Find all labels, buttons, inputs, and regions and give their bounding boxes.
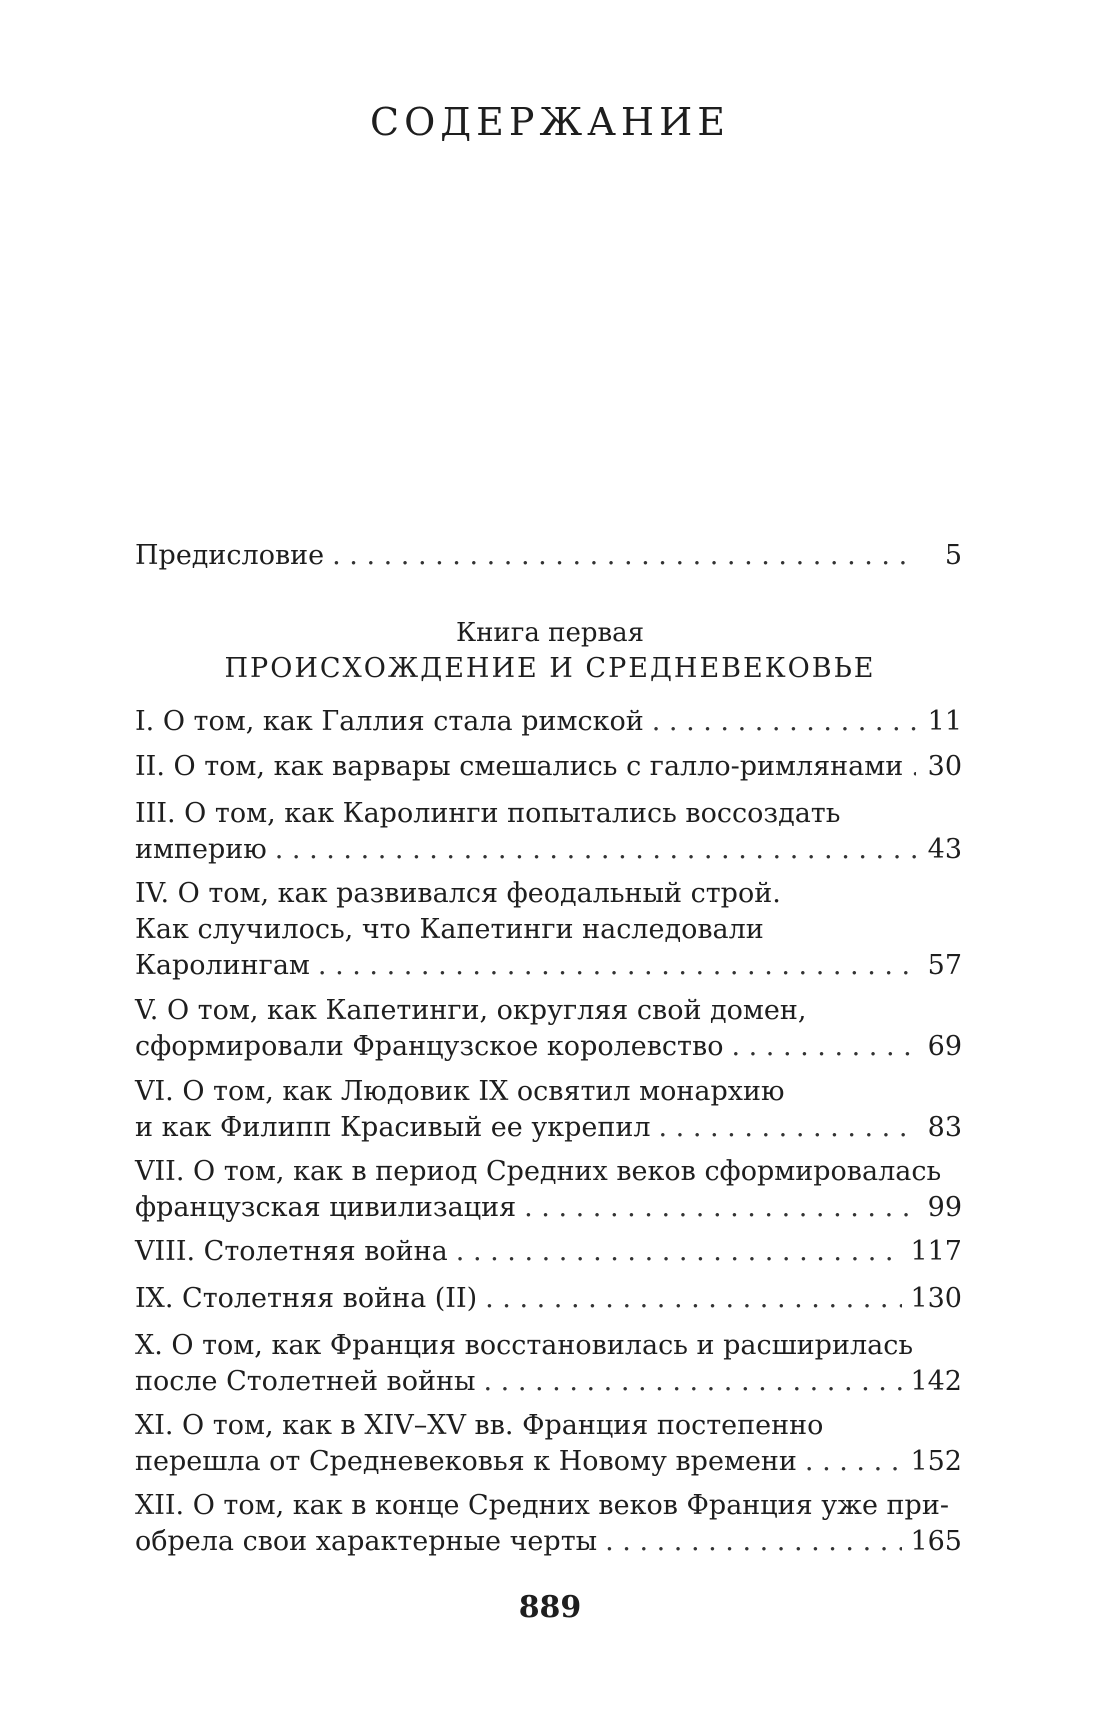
toc-entry-label: VI. О том, как Людовик IX освятил монархию [135, 1076, 785, 1107]
toc-entry-label: III. О том, как Каролинги попытались воссоздать [135, 798, 841, 829]
toc-entry-label: Каролингам [135, 950, 310, 981]
toc-entry-label: XI. О том, как в XIV–XV вв. Франция постепенно [135, 1410, 824, 1441]
toc-entry-label: империю [135, 834, 267, 865]
toc-entry[interactable] [135, 1154, 962, 1226]
toc-page-number: 11 [927, 706, 962, 737]
toc-entry-label: XII. О том, как в конце Средних веков Франция уже при- [135, 1490, 949, 1521]
toc-entry[interactable] [135, 993, 962, 1065]
toc-entry[interactable] [135, 1234, 962, 1270]
toc-dot-leader [911, 749, 916, 785]
book-label: Книга первая [455, 618, 645, 648]
toc-dot-leader [652, 704, 916, 740]
toc-dot-leader [605, 1524, 902, 1560]
toc-entry-label: IV. О том, как развивался феодальный строй. [135, 878, 781, 909]
toc-entry-label: VII. О том, как в период Средних веков сформировалась [135, 1156, 942, 1187]
toc-dot-leader [731, 1029, 916, 1065]
toc-entry[interactable] [135, 1281, 962, 1317]
toc-page-number: 142 [910, 1366, 962, 1397]
toc-entry-label: V. О том, как Капетинги, округляя свой домен, [135, 995, 807, 1026]
toc-entry-label: перешла от Средневековья к Новому времени [135, 1446, 797, 1477]
toc-dot-leader [318, 948, 916, 984]
toc-entry-label: Как случилось, что Капетинги наследовали [135, 914, 764, 945]
toc-entry[interactable] [135, 876, 962, 984]
toc-entry-label: VIII. Столетняя война [135, 1236, 448, 1267]
toc-page-number: 165 [910, 1526, 962, 1557]
toc-entry[interactable] [135, 1408, 962, 1480]
toc-entry-label: после Столетней войны [135, 1366, 476, 1397]
toc-entry[interactable] [135, 796, 962, 868]
toc-entry-label: X. О том, как Франция восстановилась и расширилась [135, 1330, 914, 1361]
toc-entry-label: французская цивилизация [135, 1192, 517, 1223]
toc-page-number: 83 [927, 1112, 962, 1143]
toc-entry[interactable] [135, 1488, 962, 1560]
toc-entry-label: обрела свои характерные черты [135, 1526, 598, 1557]
toc-dot-leader [659, 1110, 916, 1146]
toc-page-number: 57 [927, 950, 962, 981]
toc-page-number: 99 [927, 1192, 962, 1223]
toc-dot-leader [484, 1364, 903, 1400]
toc-page-number: 5 [944, 540, 962, 571]
toc-page-number: 30 [927, 751, 962, 782]
toc-page-number: 152 [910, 1446, 962, 1477]
page-number: 889 [518, 1590, 582, 1625]
toc-entry-preface[interactable] [135, 538, 962, 574]
toc-page-number: 130 [910, 1283, 962, 1314]
toc-entry[interactable] [135, 749, 962, 785]
toc-entry[interactable] [135, 1328, 962, 1400]
toc-dot-leader [485, 1281, 902, 1317]
toc-page-number: 43 [927, 834, 962, 865]
book-title: ПРОИСХОЖДЕНИЕ И СРЕДНЕВЕКОВЬЕ [224, 653, 876, 684]
toc-entry-label: и как Филипп Красивый ее укрепил [135, 1112, 651, 1143]
toc-entry-label: сформировали Французское королевство [135, 1031, 724, 1062]
toc-dot-leader [805, 1444, 903, 1480]
toc-dot-leader [332, 538, 916, 574]
toc-entry-label: II. О том, как варвары смешались с галло-римлянами [135, 751, 904, 782]
toc-entry-label: Предисловие [135, 540, 325, 571]
page-title: СОДЕРЖАНИЕ [370, 100, 730, 144]
toc-entry[interactable] [135, 704, 962, 740]
toc-entry-label: IX. Столетняя война (II) [135, 1283, 478, 1314]
toc-dot-leader [524, 1190, 916, 1226]
toc-dot-leader [456, 1234, 903, 1270]
toc-entry-label: I. О том, как Галлия стала римской [135, 706, 644, 737]
toc-dot-leader [275, 832, 916, 868]
toc-entry[interactable] [135, 1074, 962, 1146]
toc-page-number: 69 [927, 1031, 962, 1062]
toc-page-number: 117 [910, 1236, 962, 1267]
